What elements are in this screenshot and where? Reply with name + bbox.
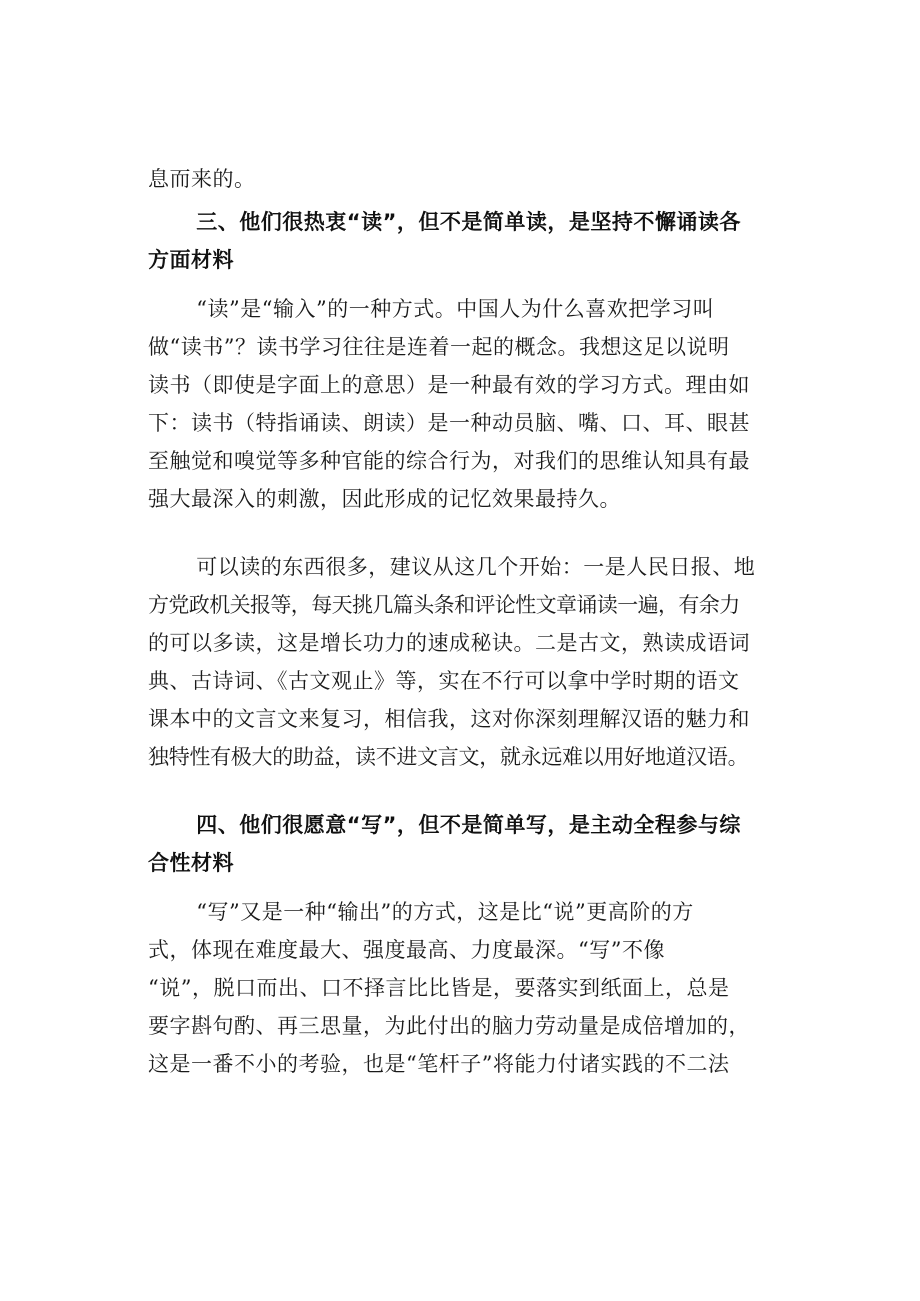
section-4-paragraph-1 (148, 893, 808, 1083)
text-line: 的可以多读，这是增长功力的速成秘诀。二是古文，熟读成语词 (148, 631, 750, 655)
heading-line: 合性材料 (148, 851, 234, 875)
text-line: “读”是“输入”的一种方式。中国人为什么喜欢把学习叫 (196, 297, 715, 321)
section-3-heading (148, 203, 808, 279)
text-line: 下：读书（特指诵读、朗读）是一种动员脑、嘴、口、耳、眼甚 (148, 411, 750, 435)
text-line: “说”，脱口而出、口不择言比比皆是，要落实到纸面上，总是 (148, 976, 730, 1000)
heading-line: 方面材料 (148, 248, 234, 272)
text-line: 要字斟句酌、再三思量，为此付出的脑力劳动量是成倍增加的， (148, 1014, 750, 1038)
section-3-paragraph-1 (148, 290, 808, 518)
text-line: 方党政机关报等，每天挑几篇头条和评论性文章诵读一遍，有余力 (148, 593, 740, 617)
text-line: 课本中的文言文来复习，相信我，这对你深刻理解汉语的魅力和 (148, 707, 750, 731)
text-line: 强大最深入的刺激，因此形成的记忆效果最持久。 (148, 487, 621, 511)
section-3-paragraph-2 (148, 548, 808, 776)
heading-line: 三、他们很热衷“读”，但不是简单读，是坚持不懈诵读各 (196, 210, 741, 234)
text-line: 至触觉和嗅觉等多种官能的综合行为，对我们的思维认知具有最 (148, 449, 750, 473)
text-line: 息而来的。 (148, 167, 256, 191)
text-line: 独特性有极大的助益，读不进文言文，就永远难以用好地道汉语。 (148, 745, 749, 769)
text-line: 读书（即使是字面上的意思）是一种最有效的学习方式。理由如 (148, 373, 750, 397)
text-line: 可以读的东西很多，建议从这几个开始：一是人民日报、地 (196, 555, 756, 579)
text-line: “写”又是一种“输出”的方式，这是比“说”更高阶的方 (196, 900, 694, 924)
text-line: 式，体现在难度最大、强度最高、力度最深。“写”不像 (148, 938, 665, 962)
heading-line: 四、他们很愿意“写”，但不是简单写，是主动全程参与综 (196, 813, 741, 837)
text-line: 做“读书”？读书学习往往是连着一起的概念。我想这足以说明 (148, 335, 730, 359)
text-line: 这是一番不小的考验，也是“笔杆子”将能力付诸实践的不二法 (148, 1052, 730, 1076)
continuation-text (148, 160, 808, 198)
section-4-heading (148, 806, 808, 882)
text-line: 典、古诗词、《古文观止》等，实在不行可以拿中学时期的语文 (148, 669, 740, 693)
